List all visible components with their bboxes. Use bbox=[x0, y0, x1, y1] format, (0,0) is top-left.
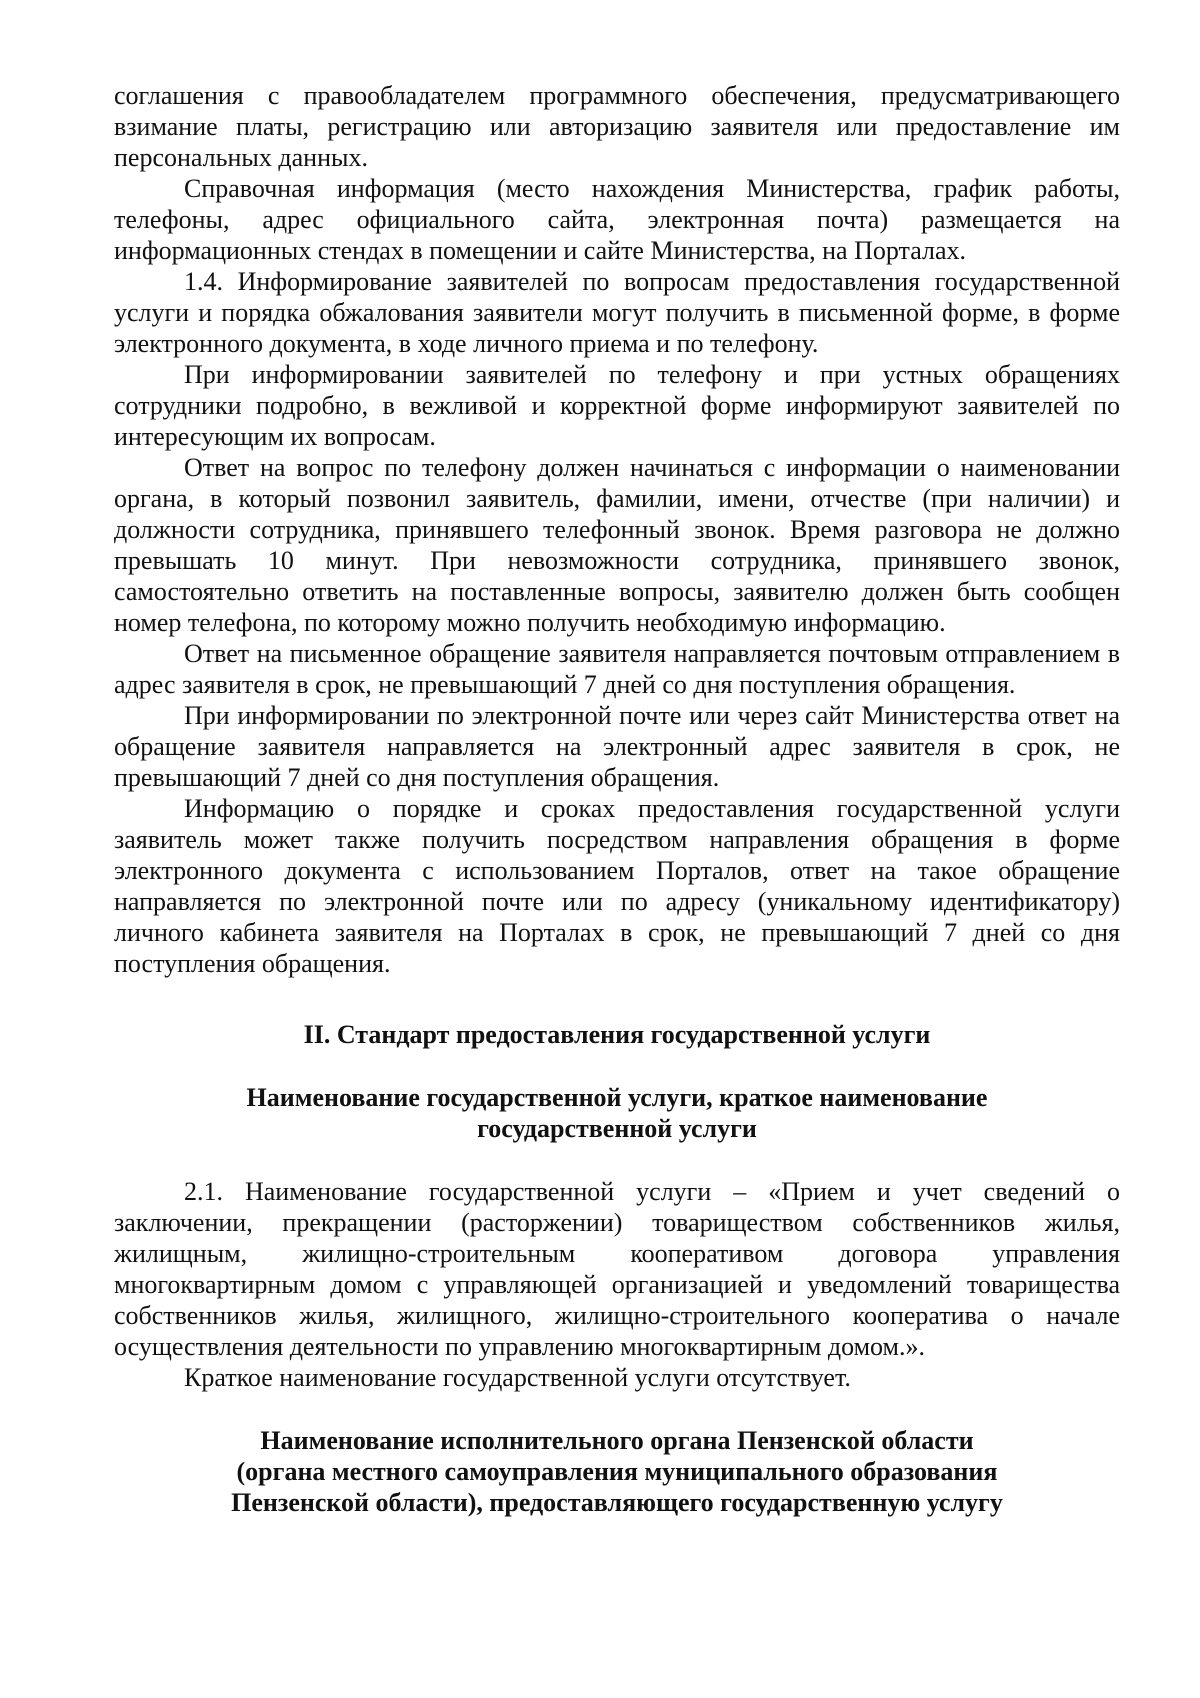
subheading-service-name-line-1: Наименование государственной услуги, краткое наименование bbox=[246, 1083, 988, 1112]
paragraph-1-4: 1.4. Информирование заявителей по вопросам предоставления государственной услуги и порядка обжалования заявители могут получить в письменной форме, в форме электронного документа, в ходе личного приема и по телефону. bbox=[114, 267, 1120, 358]
paragraph-agreement: соглашения с правообладателем программного обеспечения, предусматривающего взимание платы, регистрацию или авторизацию заявителя или предоставление им персональных данных. bbox=[114, 81, 1120, 172]
paragraph-written-answer: Ответ на письменное обращение заявителя направляется почтовым отправлением в адрес заявителя в срок, не превышающий 7 дней со дня поступления обращения. bbox=[114, 639, 1120, 699]
section-heading: II. Стандарт предоставления государственной услуги bbox=[303, 1020, 931, 1049]
paragraph-short-name: Краткое наименование государственной услуги отсутствует. bbox=[184, 1363, 851, 1392]
subheading-authority bbox=[114, 1425, 1120, 1518]
subheading-authority-line-3: Пензенской области), предоставляющего государственную услугу bbox=[231, 1488, 1003, 1517]
subheading-service-name-line-2: государственной услуги bbox=[477, 1114, 757, 1143]
paragraph-portal-info: Информацию о порядке и сроках предоставления государственной услуги заявитель может также получить посредством направления обращения в форме электронного документа с использованием Порталов, ответ на такое обращение направляется по электронной почте или по адресу (уникальному идентификатору) личного кабинета заявителя на Порталах в срок, не превышающий 7 дней со дня поступления обращения. bbox=[114, 794, 1120, 978]
paragraph-phone-info: При информировании заявителей по телефону и при устных обращениях сотрудники подробно, в вежливой и корректной форме информируют заявителей по интересующим их вопросам. bbox=[114, 360, 1120, 451]
paragraph-phone-answer: Ответ на вопрос по телефону должен начинаться с информации о наименовании органа, в который позвонил заявитель, фамилии, имени, отчестве (при наличии) и должности сотрудника, принявшего телефонный звонок. Время разговора не должно превышать 10 минут. При невозможности сотрудника, принявшего звонок, самостоятельно ответить на поставленные вопросы, заявителю должен быть сообщен номер телефона, по которому можно получить необходимую информацию. bbox=[114, 453, 1120, 637]
document-page bbox=[114, 80, 1120, 1518]
subheading-authority-line-2: (органа местного самоуправления муниципального образования bbox=[236, 1457, 998, 1486]
paragraph-2-1: 2.1. Наименование государственной услуги – «Прием и учет сведений о заключении, прекращении (расторжении) товариществом собственников жилья, жилищным, жилищно-строительным кооперативом договора управления многоквартирным домом с управляющей организацией и уведомлений товарищества собственников жилья, жилищного, жилищно-строительного кооператива о начале осуществления деятельности по управлению многоквартирным домом.». bbox=[114, 1177, 1120, 1361]
paragraph-email-answer: При информировании по электронной почте или через сайт Министерства ответ на обращение заявителя направляется на электронный адрес заявителя в срок, не превышающий 7 дней со дня поступления обращения. bbox=[114, 701, 1120, 792]
subheading-service-name bbox=[114, 1082, 1120, 1144]
paragraph-reference-info: Справочная информация (место нахождения Министерства, график работы, телефоны, адрес официального сайта, электронная почта) размещается на информационных стендах в помещении и сайте Министерства, на Порталах. bbox=[114, 174, 1120, 265]
subheading-authority-line-1: Наименование исполнительного органа Пензенской области bbox=[260, 1426, 974, 1455]
